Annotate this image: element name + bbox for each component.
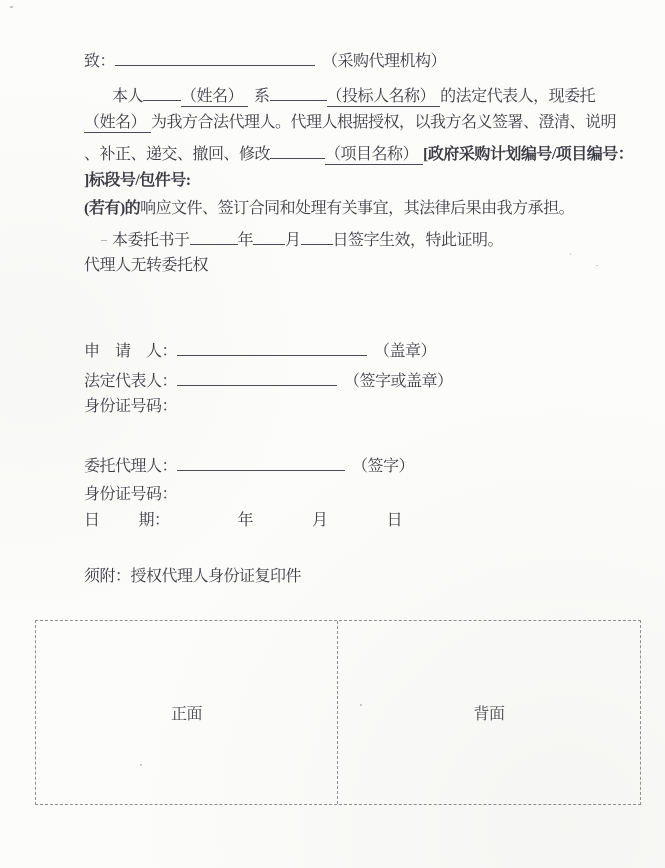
scan-artifact: . [596,258,598,268]
line-legal-representative [84,368,453,390]
to-label: 致： [84,53,116,70]
scan-speck [140,764,142,766]
attachment-note: 须附：授权代理人身份证复印件 [84,568,302,585]
name-placeholder-1: （姓名） [181,88,248,107]
blank-month [253,227,285,245]
scan-artifact: ` [569,252,572,262]
signature-hint: （签字） [352,458,415,475]
line-applicant [84,338,436,360]
name-placeholder-2: （姓名） [84,114,151,133]
plan-number-label: [政府采购计划编号/项目编号： [423,146,634,163]
id-back-label: 背面 [473,706,505,723]
effective-text-2: 日签字生效，特此证明。 [332,232,504,249]
line-effective-date [112,227,503,249]
line-id-number-1: 身份证号码： [84,398,178,415]
seal-hint: （盖章） [374,343,437,360]
line-lot-number: ]标段号/包件号: [84,172,191,189]
sign-or-seal-hint: （签字或盖章） [344,373,453,390]
blank-legal-rep [177,368,337,386]
scan-speck [10,6,13,8]
line-to-agency [84,48,446,70]
date-day-label: 日 [386,512,403,529]
date-month-label: 月 [312,512,328,529]
agent-label: 委托代理人： [84,458,178,475]
legal-effect-text: 响应文件、签订合同和处理有关事宜，其法律后果由我方承担。 [140,200,575,217]
applicant-label: 申 请 人： [84,343,178,360]
id-front-label: 正面 [170,706,202,723]
line-project [84,141,633,163]
principal-text-3: 的法定代表人，现委托 [440,88,596,105]
bidder-name-placeholder: （投标人名称） [327,88,441,107]
id-copy-back-cell [338,621,640,804]
line-entrusted-agent [84,453,414,475]
effective-text-1: 本委托书于 [112,232,190,249]
scan-speck [360,704,362,706]
blank-principal-name [143,83,181,101]
blank-year [190,227,238,245]
project-name-placeholder: （项目名称） [325,146,423,165]
principal-text-2: 系 [254,88,270,105]
line-principal [112,83,595,105]
date-label-1: 日 [84,512,100,529]
line-no-subdelegation: 代理人无转委托权 [84,257,209,274]
blank-bidder-name [270,83,327,101]
appointment-text: 为我方合法代理人。代理人根据授权，以我方名义签署、澄清、说明 [151,114,617,131]
year-label: 年 [237,232,254,249]
legal-rep-label: 法定代表人： [84,373,178,390]
blank-project-name [270,141,325,159]
blank-agent [177,453,345,471]
scan-artifact-dash [101,240,107,241]
date-year-label: 年 [237,512,254,529]
blank-agency-name [115,48,315,66]
id-copy-box [35,620,641,805]
principal-text-1: 本人 [112,88,144,105]
if-any-label: (若有)的 [84,200,141,217]
blank-day [301,227,333,245]
month-label: 月 [285,232,301,249]
line-legal-effect [84,198,574,220]
line-date [84,510,402,532]
agency-hint: （采购代理机构） [322,53,447,70]
date-label-2: 期： [138,512,170,529]
blank-applicant [177,338,367,356]
actions-text: 、补正、递交、撤回、修改 [84,146,271,163]
line-agent-appointment [84,112,616,134]
id-copy-front-cell [36,621,338,804]
line-id-number-2: 身份证号码： [84,486,178,503]
